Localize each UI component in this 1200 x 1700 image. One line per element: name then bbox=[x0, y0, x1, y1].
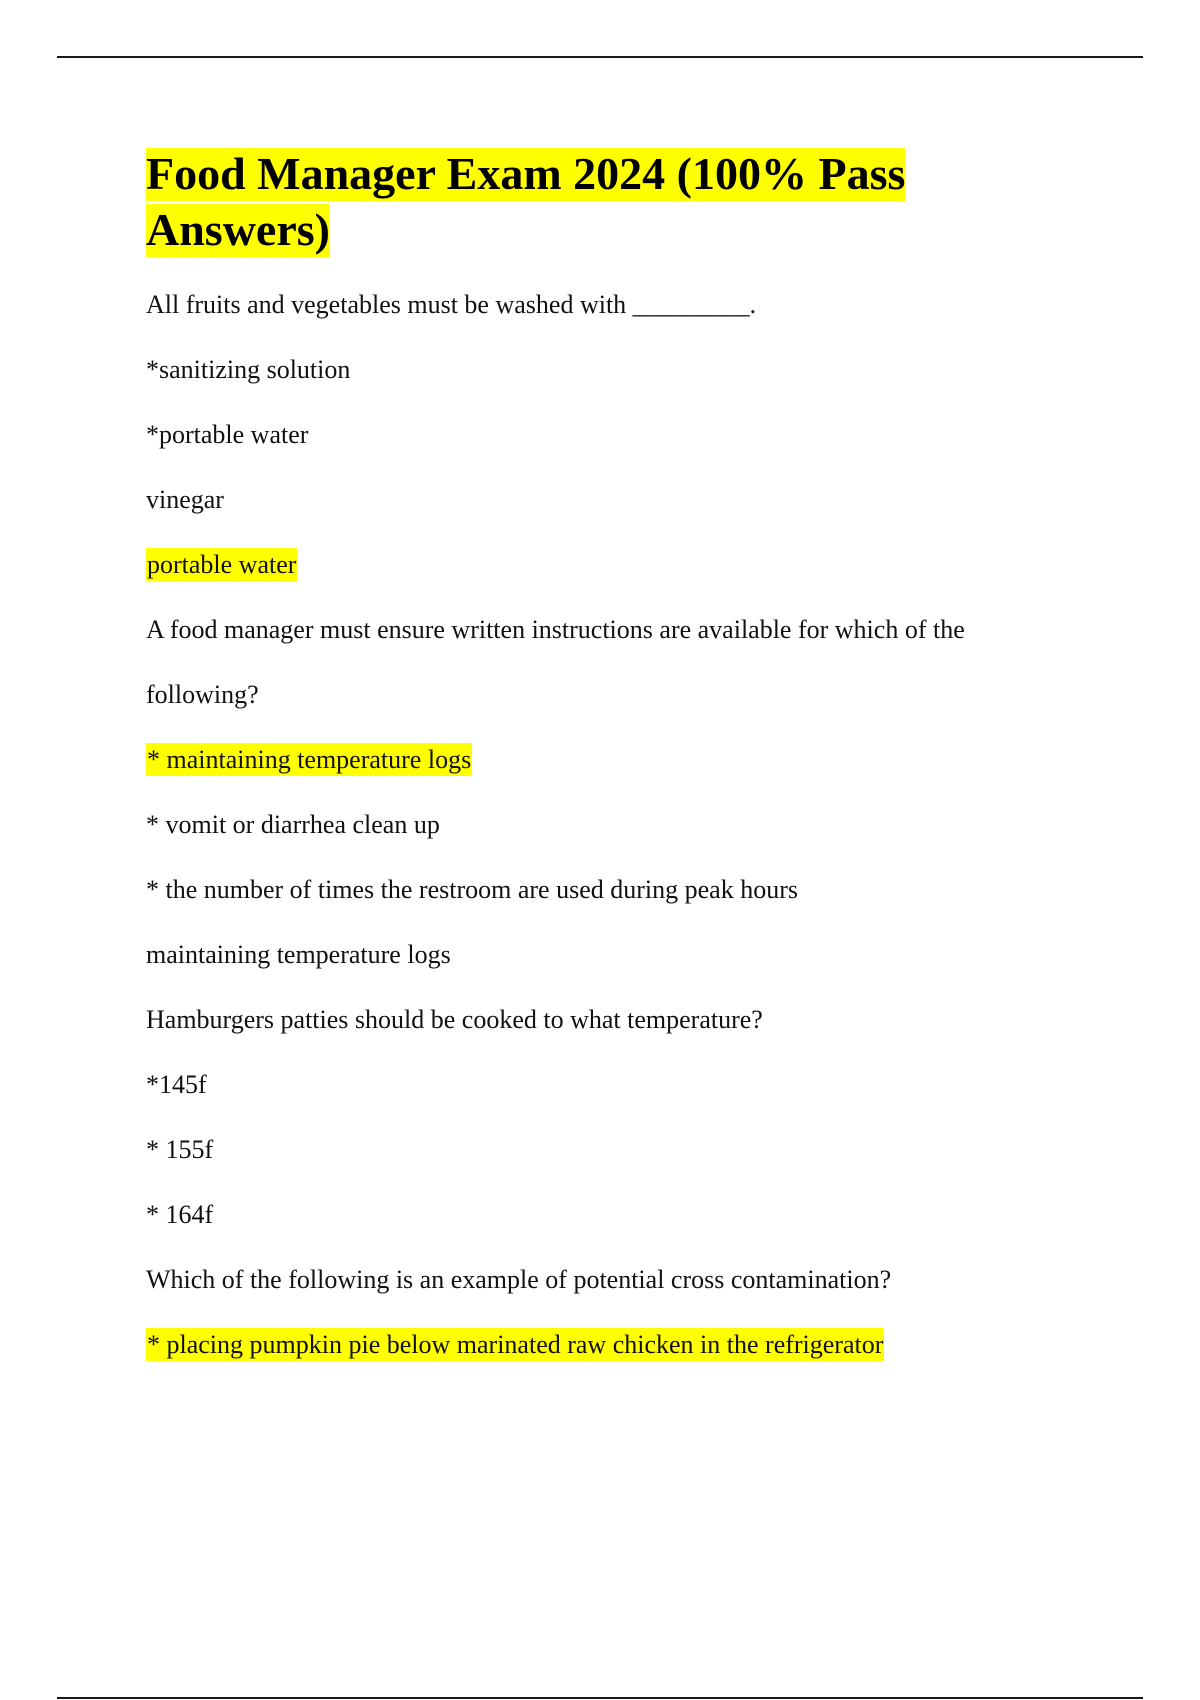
answer-text: maintaining temperature logs bbox=[146, 940, 451, 969]
answer-option: * vomit or diarrhea clean up bbox=[146, 810, 440, 839]
answer-option: *sanitizing solution bbox=[146, 355, 351, 384]
question-text: following? bbox=[146, 680, 259, 709]
answer-option: vinegar bbox=[146, 485, 224, 514]
answer-option: *portable water bbox=[146, 420, 309, 449]
answer-option: *145f bbox=[146, 1070, 207, 1099]
question-text: Which of the following is an example of potential cross contamination? bbox=[146, 1265, 892, 1294]
page-bottom-rule bbox=[57, 1697, 1143, 1699]
question-text: Hamburgers patties should be cooked to what temperature? bbox=[146, 1005, 763, 1034]
question-text: A food manager must ensure written instructions are available for which of the bbox=[146, 615, 965, 644]
document-title-text: Food Manager Exam 2024 (100% Pass Answers) bbox=[146, 148, 906, 255]
page-top-rule bbox=[57, 56, 1143, 58]
document-title bbox=[146, 146, 966, 258]
highlighted-answer-option: * placing pumpkin pie below marinated raw chicken in the refrigerator bbox=[147, 1330, 884, 1359]
answer-option: * 164f bbox=[146, 1200, 214, 1229]
document-body bbox=[146, 146, 1066, 1377]
answer-option: * 155f bbox=[146, 1135, 214, 1164]
highlighted-answer: portable water bbox=[147, 550, 297, 579]
question-text: All fruits and vegetables must be washed with _________. bbox=[146, 290, 757, 319]
question-list bbox=[146, 272, 1066, 1377]
answer-option: * the number of times the restroom are used during peak hours bbox=[146, 875, 798, 904]
highlighted-answer-option: * maintaining temperature logs bbox=[147, 745, 472, 774]
